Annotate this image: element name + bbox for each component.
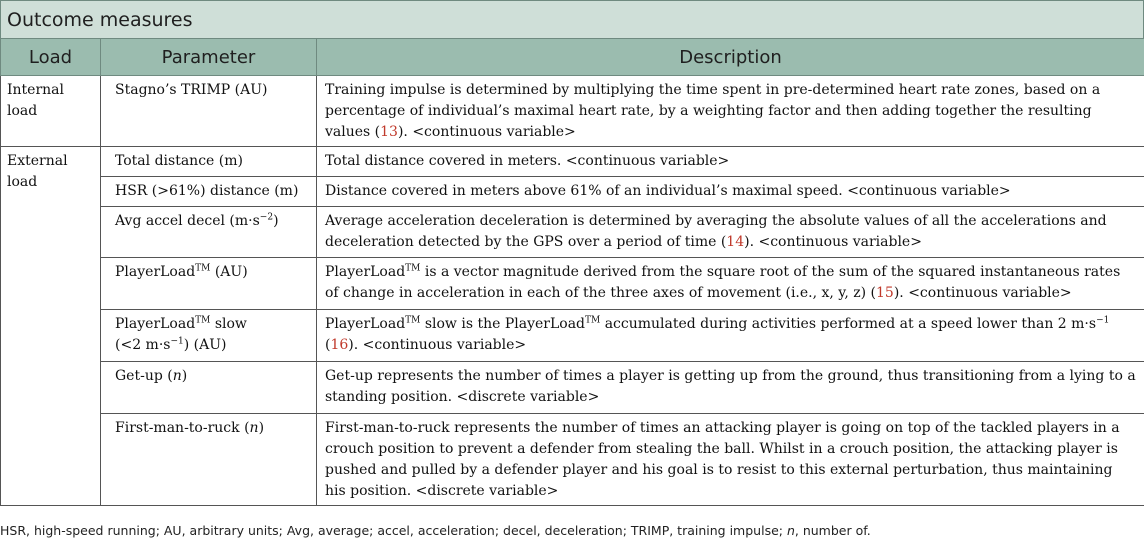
parameter-cell: Total distance (m) <box>101 147 317 177</box>
header-description: Description <box>317 39 1144 76</box>
description-cell: Average acceleration deceleration is determined by averaging the absolute values of all the accelerations and deceleration detected by the GPS over a period of time (14). <continuous variable> <box>317 207 1144 258</box>
parameter-cell: PlayerLoad™ slow (<2 $m\cdot s^{-1}$) (AU) <box>101 310 317 362</box>
table-row <box>1 258 1144 310</box>
load-cell-external: External load <box>1 147 101 506</box>
description-cell: PlayerLoad™ slow is the PlayerLoad™ accumulated during activities performed at a speed lower than 2 $m\cdot s^{-1}$ (16). <continuous variable> <box>317 310 1144 362</box>
header-parameter: Parameter <box>101 39 317 76</box>
description-cell: Total distance covered in meters. <continuous variable> <box>317 147 1144 177</box>
table-footnote: HSR, high-speed running; AU, arbitrary units; Avg, average; accel, acceleration; decel, deceleration; TRIMP, training impulse; n, number of. <box>0 523 871 538</box>
header-row <box>1 39 1144 76</box>
description-cell: Distance covered in meters above 61% of an individual’s maximal speed. <continuous variable> <box>317 177 1144 207</box>
table-row <box>1 177 1144 207</box>
load-cell-internal: Internal load <box>1 76 101 147</box>
reference-link[interactable]: 16 <box>330 337 349 353</box>
parameter-cell: HSR (>61%) distance (m) <box>101 177 317 207</box>
table-row <box>1 414 1144 506</box>
table-row <box>1 362 1144 414</box>
description-cell: Get-up represents the number of times a player is getting up from the ground, thus transitioning from a lying to a standing position. <discrete variable> <box>317 362 1144 414</box>
reference-link[interactable]: 14 <box>726 234 745 250</box>
outcome-measures-table <box>0 38 1144 506</box>
description-cell: First-man-to-ruck represents the number of times an attacking player is going on top of the tackled players in a crouch position to prevent a defender from stealing the ball. Whilst in a crouch position, the attacking player is pushed and pulled by a defender player and his goal is to resist to this external perturbation, thus maintaining his position. <discrete variable> <box>317 414 1144 506</box>
table-row <box>1 310 1144 362</box>
table-row <box>1 207 1144 258</box>
table-row <box>1 147 1144 177</box>
parameter-cell: First-man-to-ruck (n) <box>101 414 317 506</box>
description-cell: PlayerLoad™ is a vector magnitude derived from the square root of the sum of the squared instantaneous rates of change in acceleration in each of the three axes of movement (i.e., x, y, z) (15). <continuous variable> <box>317 258 1144 310</box>
parameter-cell: PlayerLoad™ (AU) <box>101 258 317 310</box>
description-cell: Training impulse is determined by multiplying the time spent in pre-determined heart rate zones, based on a percentage of individual’s maximal heart rate, by a weighting factor and then adding together the resulting values (13). <continuous variable> <box>317 76 1144 147</box>
parameter-cell: Stagno’s TRIMP (AU) <box>101 76 317 147</box>
table-row <box>1 76 1144 147</box>
reference-link[interactable]: 15 <box>876 285 894 301</box>
parameter-cell: Avg accel decel $(m\cdot s^{-2})$ <box>101 207 317 258</box>
reference-link[interactable]: 13 <box>380 124 398 140</box>
table-title: Outcome measures <box>0 0 1144 38</box>
header-load: Load <box>1 39 101 76</box>
parameter-cell: Get-up (n) <box>101 362 317 414</box>
